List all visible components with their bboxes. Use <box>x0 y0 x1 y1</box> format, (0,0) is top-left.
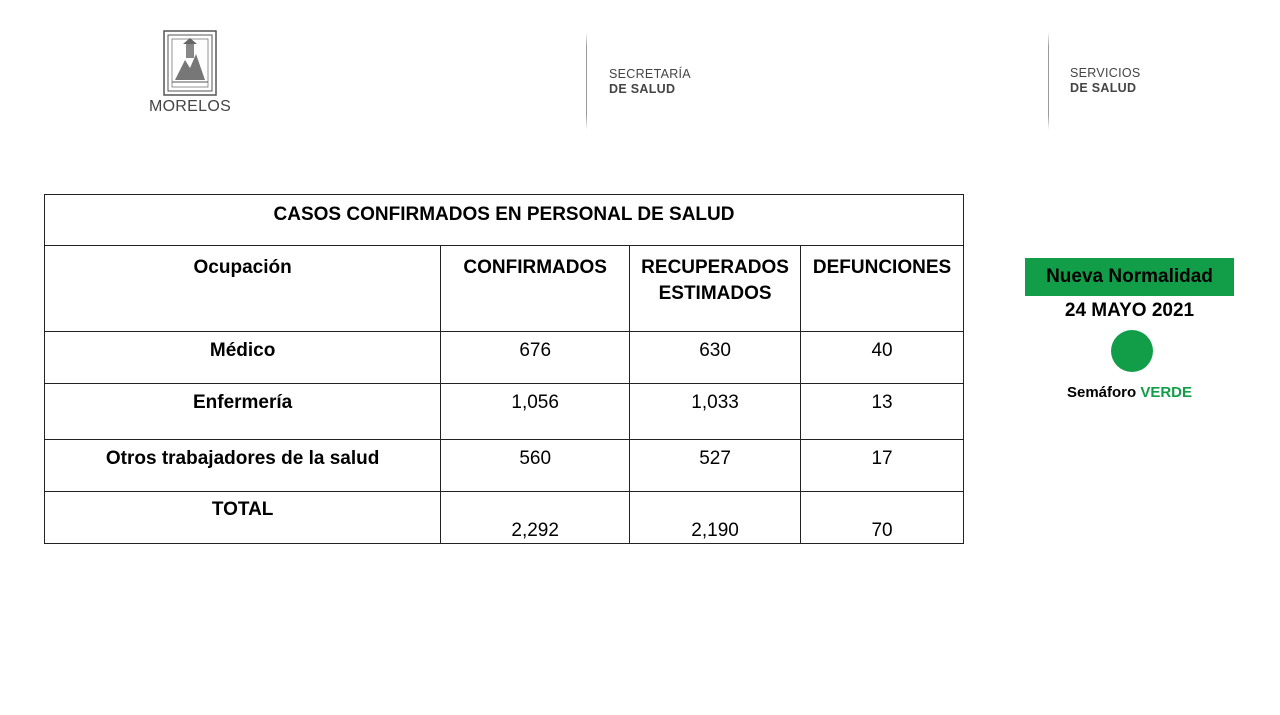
agency-line-1: SECRETARÍA <box>609 67 691 81</box>
agency-line-2: DE SALUD <box>609 82 676 96</box>
defunciones-cell: 70 <box>801 492 964 544</box>
header-divider <box>586 32 587 130</box>
logo-name: MORELOS <box>148 98 232 115</box>
confirmados-cell: 560 <box>441 440 630 492</box>
column-header <box>630 246 801 332</box>
occupation-cell: TOTAL <box>45 492 441 544</box>
confirmados-cell: 2,292 <box>441 492 630 544</box>
table-row <box>45 332 964 384</box>
table-header-row <box>45 246 964 332</box>
occupation-cell: Otros trabajadores de la salud <box>45 440 441 492</box>
status-date: 24 MAYO 2021 <box>1064 300 1195 321</box>
table-total-row <box>45 492 964 544</box>
semaforo-status <box>1025 384 1234 401</box>
recuperados-cell: 527 <box>630 440 801 492</box>
recuperados-cell: 1,033 <box>630 384 801 440</box>
recuperados-cell: 630 <box>630 332 801 384</box>
defunciones-cell: 40 <box>801 332 964 384</box>
confirmados-cell: 676 <box>441 332 630 384</box>
confirmados-cell: 1,056 <box>441 384 630 440</box>
column-header-line: ESTIMADOS <box>658 283 772 304</box>
agency-line-1: SERVICIOS <box>1070 66 1141 80</box>
state-seal-icon <box>163 30 217 96</box>
occupation-cell: Médico <box>45 332 441 384</box>
semaforo-label: Semáforo <box>1066 384 1137 401</box>
phase-banner: Nueva Normalidad <box>1025 258 1234 296</box>
agency-line-2: DE SALUD <box>1070 81 1137 95</box>
semaforo-color: VERDE <box>1140 384 1193 401</box>
defunciones-cell: 13 <box>801 384 964 440</box>
traffic-light-icon <box>1111 330 1153 372</box>
morelos-logo <box>135 30 245 116</box>
servicios-de-salud-label <box>1070 66 1141 96</box>
recuperados-cell: 2,190 <box>630 492 801 544</box>
secretaria-de-salud-label <box>609 67 691 97</box>
header-divider <box>1048 32 1049 130</box>
column-header: DEFUNCIONES <box>801 246 964 332</box>
defunciones-cell: 17 <box>801 440 964 492</box>
column-header: Ocupación <box>45 246 441 332</box>
cases-table <box>44 194 964 544</box>
column-header: CONFIRMADOS <box>441 246 630 332</box>
table-title: CASOS CONFIRMADOS EN PERSONAL DE SALUD <box>45 195 964 246</box>
occupation-cell: Enfermería <box>45 384 441 440</box>
table-row <box>45 440 964 492</box>
column-header-line: RECUPERADOS <box>641 257 789 278</box>
table-row <box>45 384 964 440</box>
